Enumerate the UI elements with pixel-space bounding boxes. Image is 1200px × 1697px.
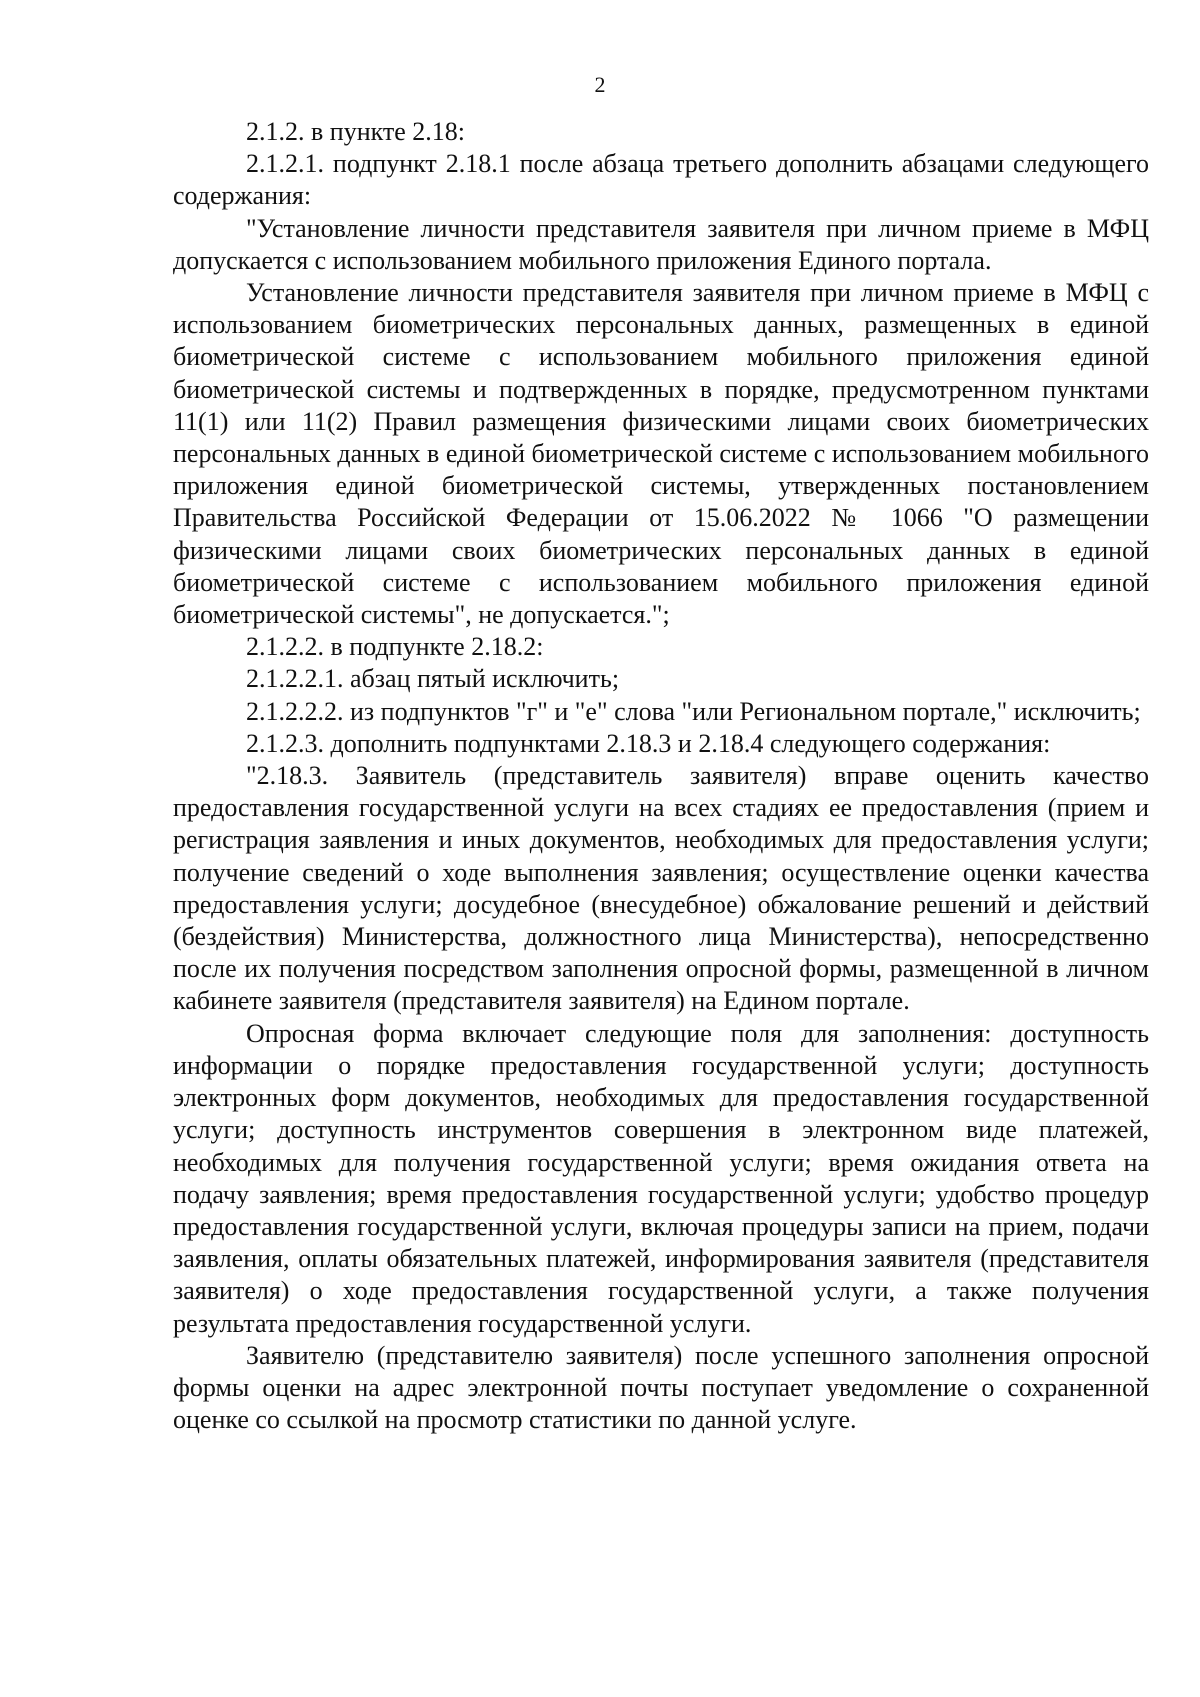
paragraph: 2.1.2.2. в подпункте 2.18.2: (246, 632, 544, 662)
paragraph: Заявителю (представителю заявителя) после успешного заполнения опросной формы оценки на адрес электронной почты поступает уведомление о сохраненной оценке со ссылкой на просмотр статистики по данной услуге. (173, 1340, 1149, 1435)
page-number: 2 (594, 72, 606, 97)
paragraph: Опросная форма включает следующие поля для заполнения: доступность информации о порядке предоставления государственной услуги; доступность электронных форм документов, необходимых для предоставления государственной услуги; доступность инструментов совершения в электронном виде платежей, необходимых для получения государственной услуги; время ожидания ответа на подачу заявления; время предоставления государственной услуги; удобство процедур предоставления государственной услуги, включая процедуры записи на прием, подачи заявления, оплаты обязательных платежей, информирования заявителя (представителя заявителя) о ходе предоставления государственной услуги, а также получения результата предоставления государственной услуги. (173, 1018, 1149, 1338)
paragraph: 2.1.2. в пункте 2.18: (246, 117, 466, 146)
paragraph: 2.1.2.1. подпункт 2.18.1 после абзаца третьего дополнить абзацами следующего содержания: (173, 149, 1149, 211)
paragraph: "2.18.3. Заявитель (представитель заявителя) вправе оценить качество предоставления государственной услуги на всех стадиях ее предоставления (прием и регистрация заявления и иных документов, необходимых для предоставления услуги; получение сведений о ходе выполнения заявления; осуществление оценки качества предоставления услуги; досудебное (внесудебное) обжалование решений и действий (бездействия) Министерства, должностного лица Министерства), непосредственно после их получения посредством заполнения опросной формы, размещенной в личном кабинете заявителя (представителя заявителя) на Едином портале. (173, 761, 1149, 1016)
paragraph: 2.1.2.2.1. абзац пятый исключить; (246, 664, 620, 694)
paragraph: "Установление личности представителя заявителя при личном приеме в МФЦ допускается с использованием мобильного приложения Единого портала. (173, 213, 1149, 275)
paragraph: 2.1.2.2.2. из подпунктов "г" и "е" слова "или Региональном портале," исключить; (246, 696, 1141, 726)
paragraph: 2.1.2.3. дополнить подпунктами 2.18.3 и 2.18.4 следующего содержания: (246, 728, 1051, 758)
paragraph: Установление личности представителя заявителя при личном приеме в МФЦ с использованием биометрических персональных данных, размещенных в единой биометрической системе с использованием мобильного приложения единой биометрической системы и подтвержденных в порядке, предусмотренном пунктами 11(1) или 11(2) Правил размещения физическими лицами своих биометрических персональных данных в единой биометрической системе с использованием мобильного приложения единой биометрической системы, утвержденных постановлением Правительства Российской Федерации от 15.06.2022 № 1066 "О размещении физическими лицами своих биометрических персональных данных в единой биометрической системе с использованием мобильного приложения единой биометрической системы", не допускается."; (173, 278, 1149, 630)
document-body (173, 116, 1149, 1436)
